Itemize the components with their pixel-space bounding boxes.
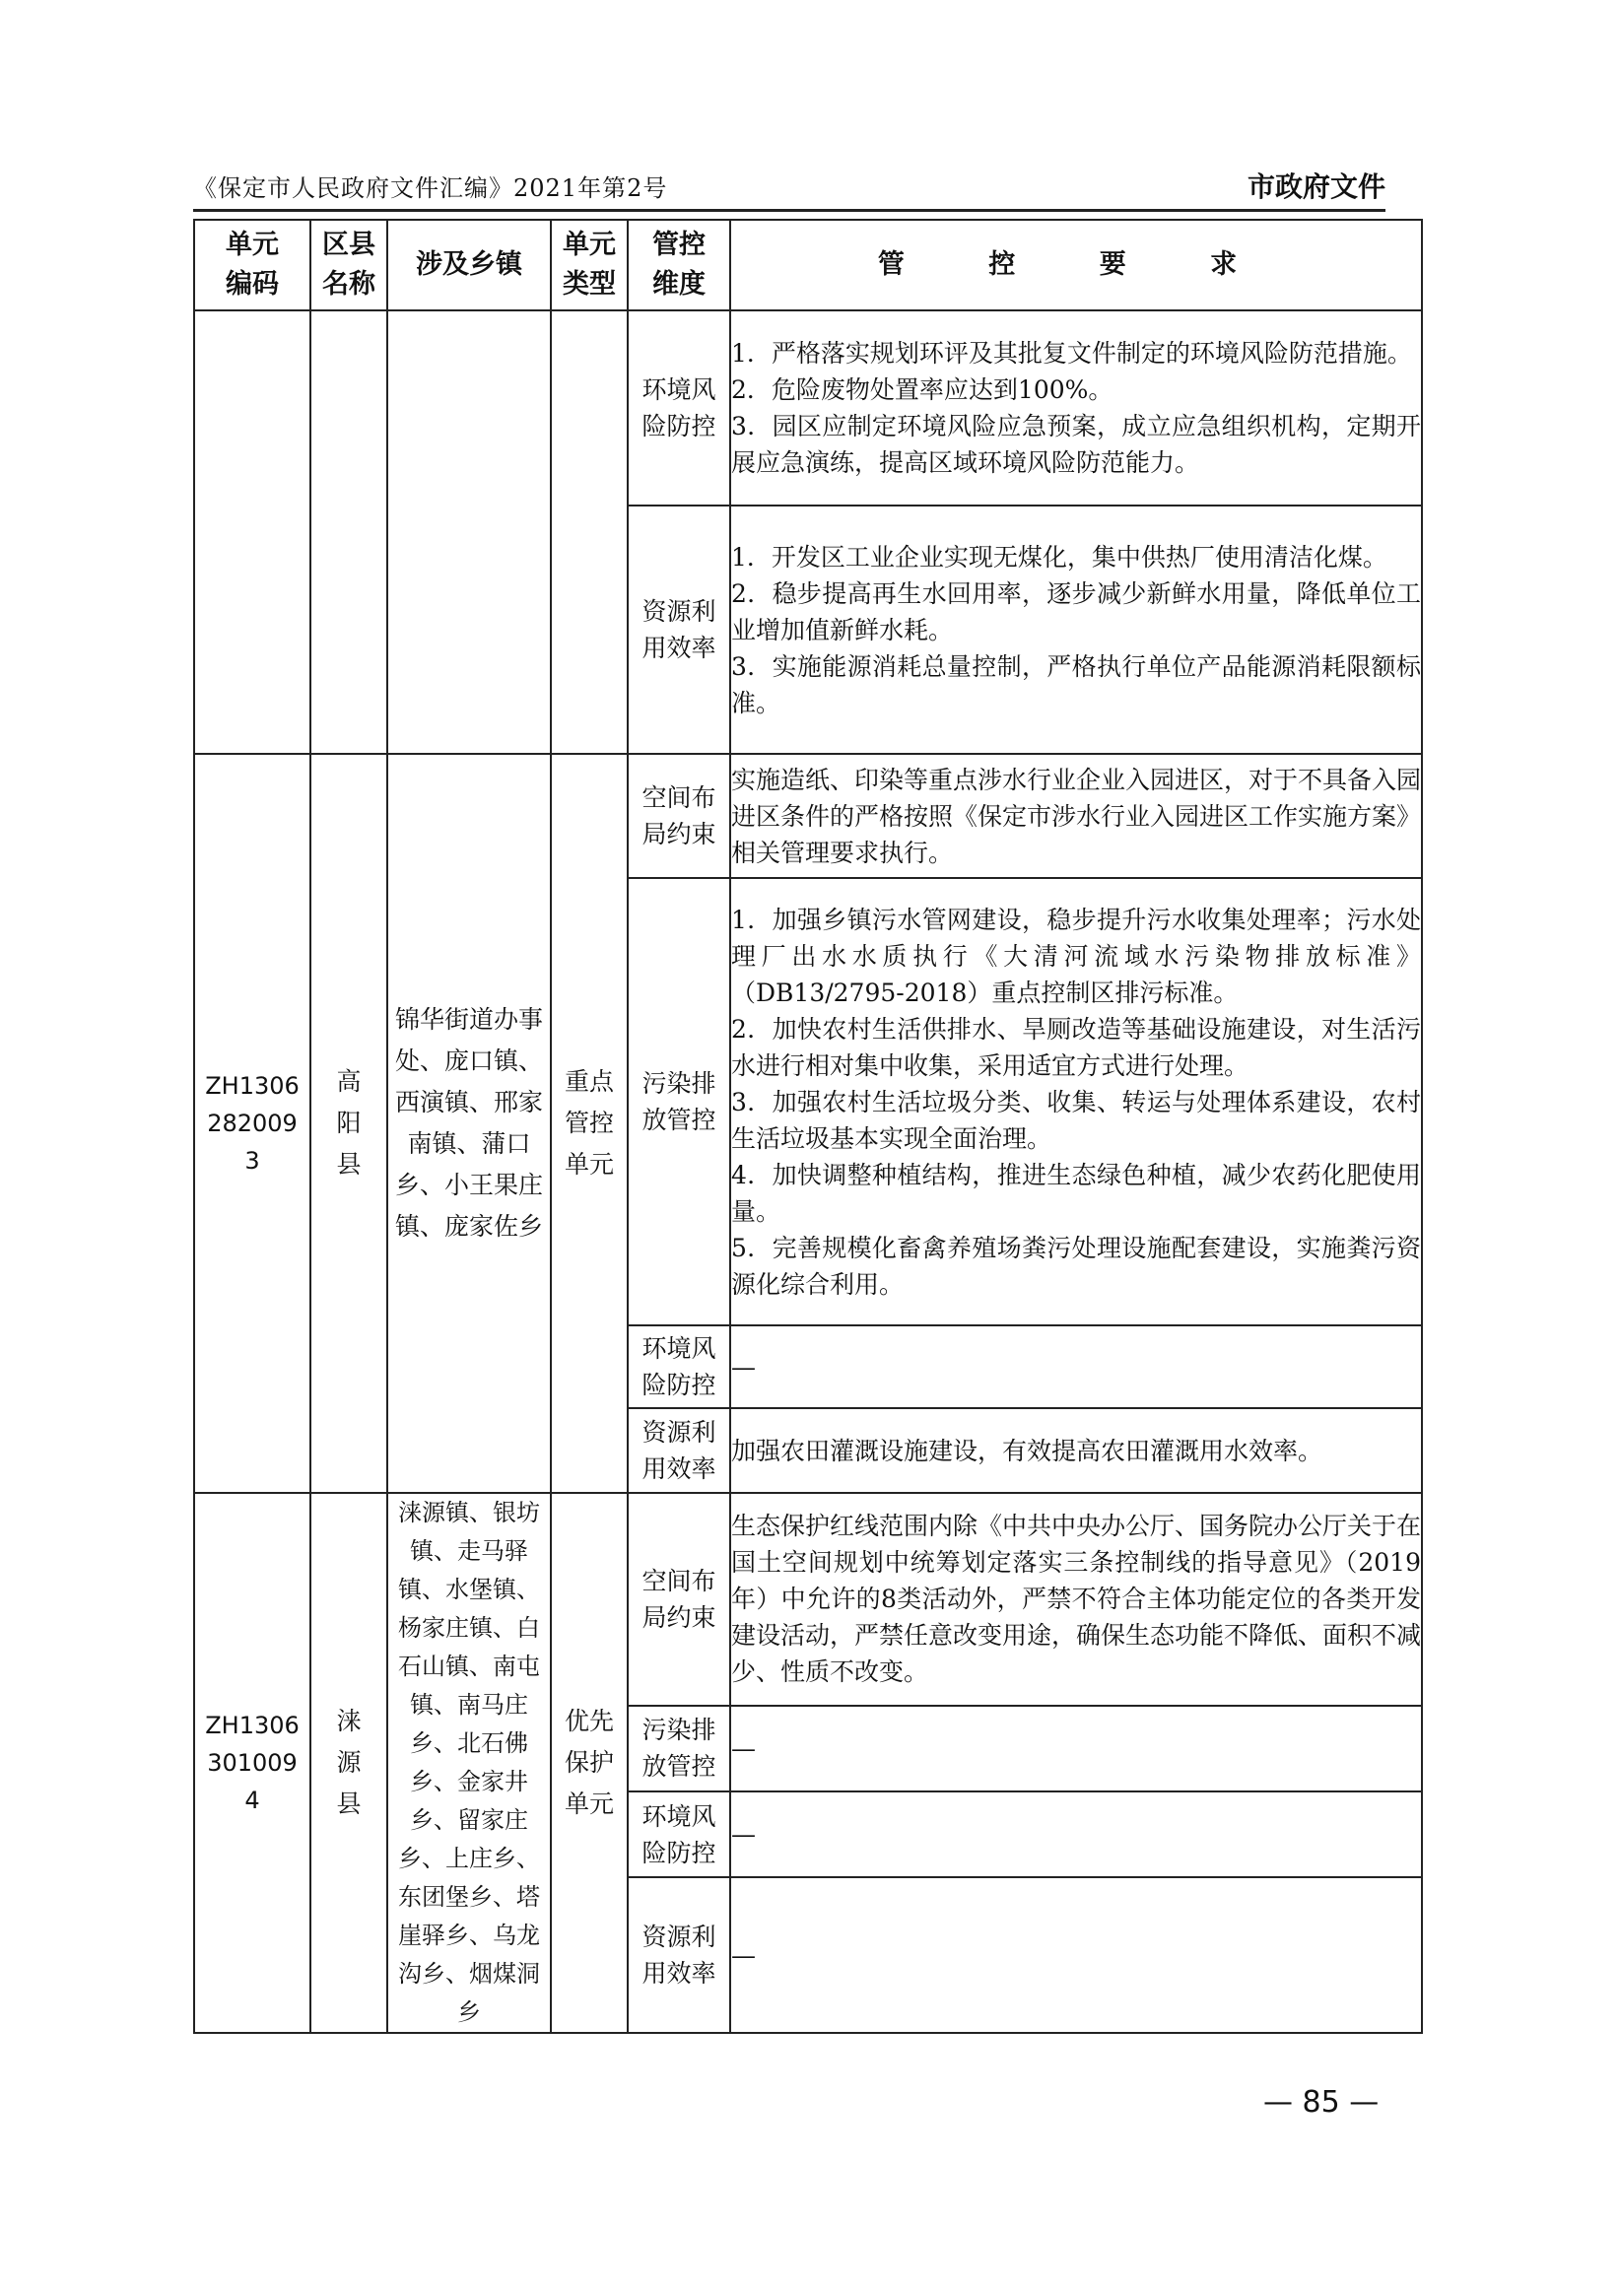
table-row — [194, 1493, 1422, 1706]
requirement-item: — — [731, 1352, 756, 1382]
towns-cell: 锦华街道办事处、庞口镇、西演镇、邢家南镇、蒲口乡、小王果庄镇、庞家佐乡 — [387, 754, 551, 1493]
dimension-cell: 环境风险防控 — [628, 1325, 730, 1408]
requirement-item: 2．加快农村生活供排水、旱厕改造等基础设施建设，对生活污水进行相对集中收集，采用适宜方式进行处理。 — [731, 1014, 1421, 1080]
col-header-unit-type: 单元类型 — [551, 220, 628, 310]
requirement-item: 3．实施能源消耗总量控制，严格执行单位产品能源消耗限额标准。 — [731, 651, 1421, 717]
requirements-cell — [730, 754, 1422, 878]
table-header-row — [194, 220, 1422, 310]
unit-type-cell: 优先保护单元 — [551, 1493, 628, 2033]
section-title: 市政府文件 — [1247, 170, 1385, 203]
requirement-item: 1．加强乡镇污水管网建设，稳步提升污水收集处理率；污水处理厂出水水质执行《大清河流域水污染物排放标准》（DB13/2795-2018）重点控制区排污标准。 — [731, 905, 1421, 1007]
requirements-cell — [730, 1325, 1422, 1408]
dimension-cell: 空间布局约束 — [628, 754, 730, 878]
control-requirements-table — [193, 219, 1423, 2034]
requirement-item: 1．开发区工业企业实现无煤化，集中供热厂使用清洁化煤。 — [731, 542, 1387, 572]
requirement-item: 2．稳步提高再生水回用率，逐步减少新鲜水用量，降低单位工业增加值新鲜水耗。 — [731, 578, 1421, 644]
page-header — [193, 166, 1385, 207]
requirement-item: 加强农田灌溉设施建设，有效提高农田灌溉用水效率。 — [731, 1436, 1323, 1465]
dimension-cell: 污染排放管控 — [628, 878, 730, 1325]
unit-code-cell: ZH13063010094 — [194, 1493, 310, 2033]
requirement-item: 3．园区应制定环境风险应急预案，成立应急组织机构，定期开展应急演练，提高区域环境风险防范能力。 — [731, 412, 1421, 477]
requirement-item: 3．加强农村生活垃圾分类、收集、转运与处理体系建设，农村生活垃圾基本实现全面治理。 — [731, 1087, 1421, 1153]
requirements-cell — [730, 1493, 1422, 1706]
unit-code-cell — [194, 310, 310, 754]
requirements-cell — [730, 1877, 1422, 2033]
requirement-item: 生态保护红线范围内除《中共中央办公厅、国务院办公厅关于在国土空间规划中统筹划定落实三条控制线的指导意见》（2019年）中允许的8类活动外，严禁不符合主体功能定位的各类开发建设活动，严禁任意改变用途，确保生态功能不降低、面积不减少、性质不改变。 — [731, 1512, 1422, 1687]
dimension-cell: 资源利用效率 — [628, 506, 730, 754]
requirements-cell — [730, 310, 1422, 506]
unit-type-cell: 重点管控单元 — [551, 754, 628, 1493]
unit-code-cell: ZH13062820093 — [194, 754, 310, 1493]
table-row — [194, 310, 1422, 506]
dimension-cell: 资源利用效率 — [628, 1877, 730, 2033]
requirement-item: — — [731, 1733, 756, 1763]
col-header-code: 单元编码 — [194, 220, 310, 310]
requirements-cell — [730, 506, 1422, 754]
col-header-county: 区县名称 — [310, 220, 387, 310]
col-header-requirements: 管 控 要 求 — [730, 220, 1422, 310]
requirement-item: 5．完善规模化畜禽养殖场粪污处理设施配套建设，实施粪污资源化综合利用。 — [731, 1233, 1421, 1299]
requirement-item: 实施造纸、印染等重点涉水行业企业入园进区，对于不具备入园进区条件的严格按照《保定市涉水行业入园进区工作实施方案》相关管理要求执行。 — [731, 765, 1422, 867]
county-cell: 涞源县 — [310, 1493, 387, 2033]
requirement-item: 4．加快调整种植结构，推进生态绿色种植，减少农药化肥使用量。 — [731, 1160, 1421, 1226]
col-header-towns: 涉及乡镇 — [387, 220, 551, 310]
dimension-cell: 空间布局约束 — [628, 1493, 730, 1706]
table-row — [194, 754, 1422, 878]
requirement-item: 2．危险废物处置率应达到100%。 — [731, 375, 1113, 404]
requirements-cell — [730, 878, 1422, 1325]
requirements-cell — [730, 1706, 1422, 1791]
requirement-item: 1．严格落实规划环评及其批复文件制定的环境风险防范措施。 — [731, 339, 1412, 368]
requirement-item: — — [731, 1820, 756, 1850]
dimension-cell: 环境风险防控 — [628, 310, 730, 506]
towns-cell: 涞源镇、银坊镇、走马驿镇、水堡镇、杨家庄镇、白石山镇、南屯镇、南马庄乡、北石佛乡、金家井乡、留家庄乡、上庄乡、东团堡乡、塔崖驿乡、乌龙沟乡、烟煤洞乡 — [387, 1493, 551, 2033]
col-header-dimension: 管控维度 — [628, 220, 730, 310]
county-cell: 高阳县 — [310, 754, 387, 1493]
requirement-item: — — [731, 1940, 756, 1970]
requirements-cell — [730, 1791, 1422, 1877]
page-number: — 85 — — [1263, 2085, 1380, 2120]
requirements-cell — [730, 1408, 1422, 1493]
header-rule — [193, 209, 1385, 212]
dimension-cell: 污染排放管控 — [628, 1706, 730, 1791]
unit-type-cell — [551, 310, 628, 754]
towns-cell — [387, 310, 551, 754]
county-cell — [310, 310, 387, 754]
publication-title: 《保定市人民政府文件汇编》2021年第2号 — [193, 174, 668, 202]
dimension-cell: 环境风险防控 — [628, 1791, 730, 1877]
dimension-cell: 资源利用效率 — [628, 1408, 730, 1493]
